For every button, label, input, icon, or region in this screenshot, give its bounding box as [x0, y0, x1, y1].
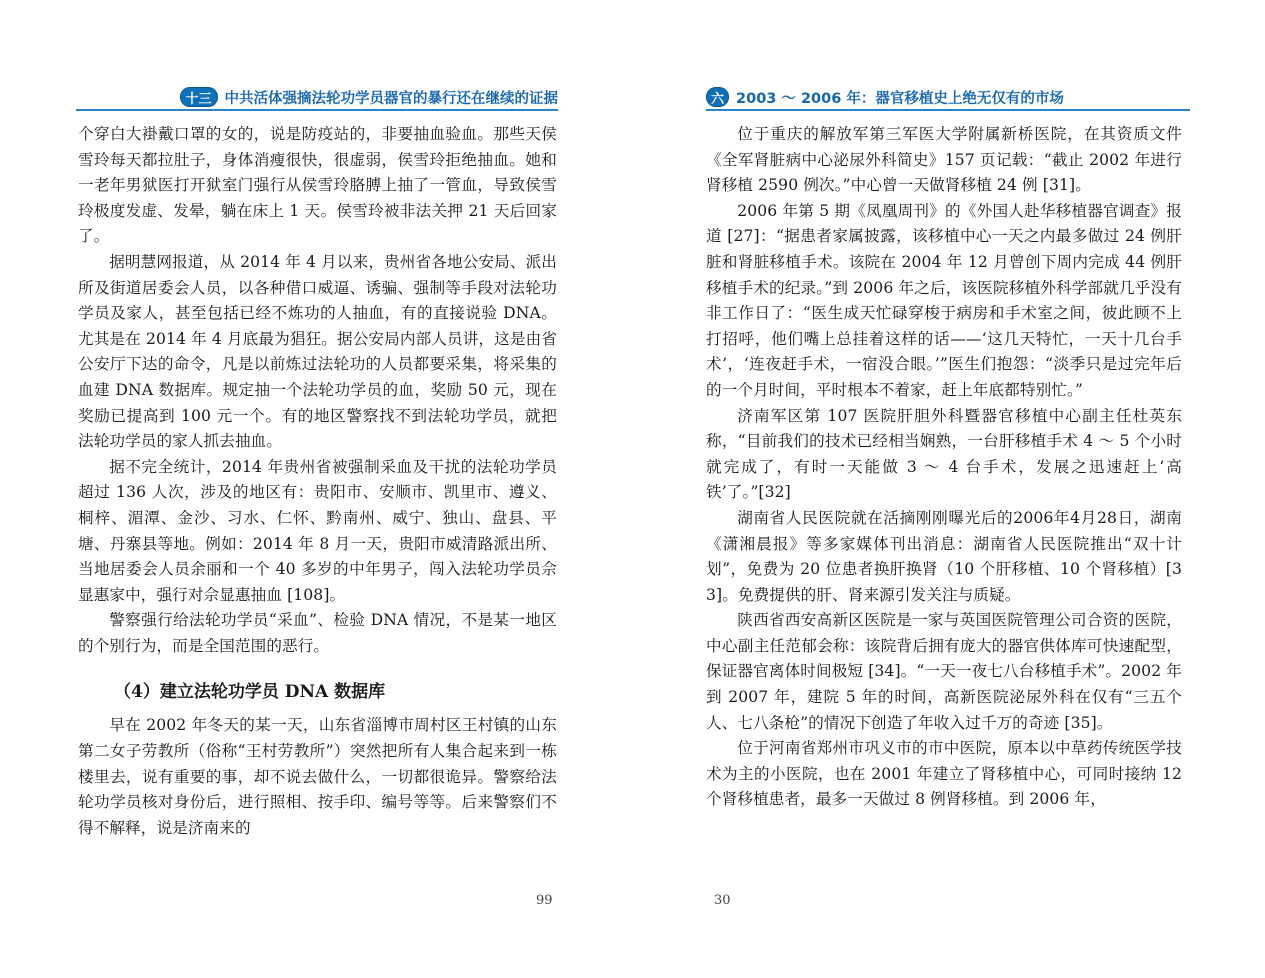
paragraph: 早在 2002 年冬天的某一天，山东省淄博市周村区王村镇的山东第二女子劳教所（俗称“王村劳教所”）突然把所有人集合起来到一栋楼里去，说有重要的事，却不说去做什么，一切都很诡异。警察给法轮功学员核对身份后，进行照相、按手印、编号等等。后来警察们不得不解释，说是济南来的 [78, 716, 557, 837]
header-rule [76, 109, 558, 111]
paragraph: 位于河南省郑州市巩义市的市中医院，原本以中草药传统医学技术为主的小医院，也在 2001 年建立了肾移植中心，可同时接纳 12 个肾移植患者，最多一天做过 8 例肾移植。到 2006 年， [706, 739, 1182, 809]
paragraph: 湖南省人民医院就在活摘刚刚曝光后的2006年4月28日，湖南《潇湘晨报》等多家媒体刊出消息：湖南省人民医院推出“双十计划”，免费为 20 位患者换肝换肾（10 个肝移植、10 个肾移植）[33]。免费提供的肝、肾来源引发关注与质疑。 [706, 508, 1182, 604]
right-page [632, 0, 1265, 978]
page-number: 30 [714, 893, 731, 908]
body-text [78, 122, 557, 841]
left-page [0, 0, 632, 978]
chapter-badge: 十三 [180, 87, 218, 107]
paragraph: 个穿白大褂戴口罩的女的，说是防疫站的，非要抽血验血。那些天侯雪玲每天都拉肚子，身体消瘦很快，很虚弱，侯雪玲拒绝抽血。她和一老年男狱医打开狱室门强行从侯雪玲胳膊上抽了一管血，导致侯雪玲极度发虚、发晕，躺在床上 1 天。侯雪玲被非法关押 21 天后回家了。 [78, 125, 557, 246]
header-rule [706, 109, 1190, 111]
paragraph: 2006 年第 5 期《凤凰周刊》的《外国人赴华移植器官调查》报道 [27]：“据患者家属披露，该移植中心一天之内最多做过 24 例肝脏和肾脏移植手术。该院在 2004 年 12 月曾创下周内完成 44 例肝移植手术的纪录。”到 2006 年之后，该医院移植外科学部就几乎没有非工作日了：“医生成天忙碌穿梭于病房和手术室之间，彼此顾不上打招呼，他们嘴上总挂着这样的话——‘这几天特忙，一天十几台手术’，‘连夜赶手术，一宿没合眼。’”医生们抱怨：“淡季只是过完年后的一个月时间，平时根本不着家，赶上年底都特别忙。” [706, 201, 1182, 399]
body-text [706, 122, 1182, 813]
chapter-title: 2003 ～ 2006 年：器官移植史上绝无仅有的市场 [736, 90, 1064, 107]
paragraph: 据明慧网报道，从 2014 年 4 月以来，贵州省各地公安局、派出所及街道居委会人员，以各种借口威逼、诱骗、强制等手段对法轮功学员及家人，甚至包括已经不炼功的人抽血，有的直接说验 DNA。尤其是在 2014 年 4 月底最为猖狂。据公安局内部人员讲，这是由省公安厅下达的命令，凡是以前炼过法轮功的人员都要采集，将采集的血建 DNA 数据库。规定抽一个法轮功学员的血，奖励 50 元，现在奖励已提高到 100 元一个。有的地区警察找不到法轮功学员，就把法轮功学员的家人抓去抽血。 [78, 252, 557, 451]
paragraph: 据不完全统计，2014 年贵州省被强制采血及干扰的法轮功学员超过 136 人次，涉及的地区有：贵阳市、安顺市、凯里市、遵义、桐梓、湄潭、金沙、习水、仁怀、黔南州、威宁、独山、盘县、平塘、丹寨县等地。例如：2014 年 8 月一天，贵阳市威清路派出所、当地居委会人员余丽和一个 40 多岁的中年男子，闯入法轮功学员佘显惠家中，强行对佘显惠抽血 [108]。 [78, 457, 557, 604]
paragraph: 陕西省西安高新区医院是一家与英国医院管理公司合资的医院，中心副主任范郁会称：该院背后拥有庞大的器官供体库可快速配型，保证器官离体时间极短 [34]。“一天一夜七八台移植手术”。2002 年到 2007 年，建院 5 年的时间，高新医院泌尿外科在仅有“三五个人、七八条枪”的情况下创造了年收入过千万的奇迹 [35]。 [706, 611, 1182, 732]
paragraph: 警察强行给法轮功学员“采血”、检验 DNA 情况，不是某一地区的个别行为，而是全国范围的恶行。 [78, 611, 557, 655]
paragraph: 济南军区第 107 医院肝胆外科暨器官移植中心副主任杜英东称，“目前我们的技术已经相当娴熟，一台肝移植手术 4 ～ 5 个小时就完成了，有时一天能做 3 ～ 4 台手术，发展之迅速赶上‘高铁’了。”[32] [706, 406, 1182, 502]
chapter-badge: 六 [706, 87, 729, 107]
paragraph: 位于重庆的解放军第三军医大学附属新桥医院，在其资质文件《全军肾脏病中心泌尿外科简史》157 页记载：“截止 2002 年进行肾移植 2590 例次。”中心曾一天做肾移植 24 例 [31]。 [706, 125, 1182, 195]
running-header [180, 86, 559, 108]
section-heading: （4）建立法轮功学员 DNA 数据库 [114, 682, 386, 703]
chapter-title: 中共活体强摘法轮功学员器官的暴行还在继续的证据 [224, 90, 558, 107]
running-header [706, 86, 1064, 108]
page-number: 99 [536, 893, 553, 908]
